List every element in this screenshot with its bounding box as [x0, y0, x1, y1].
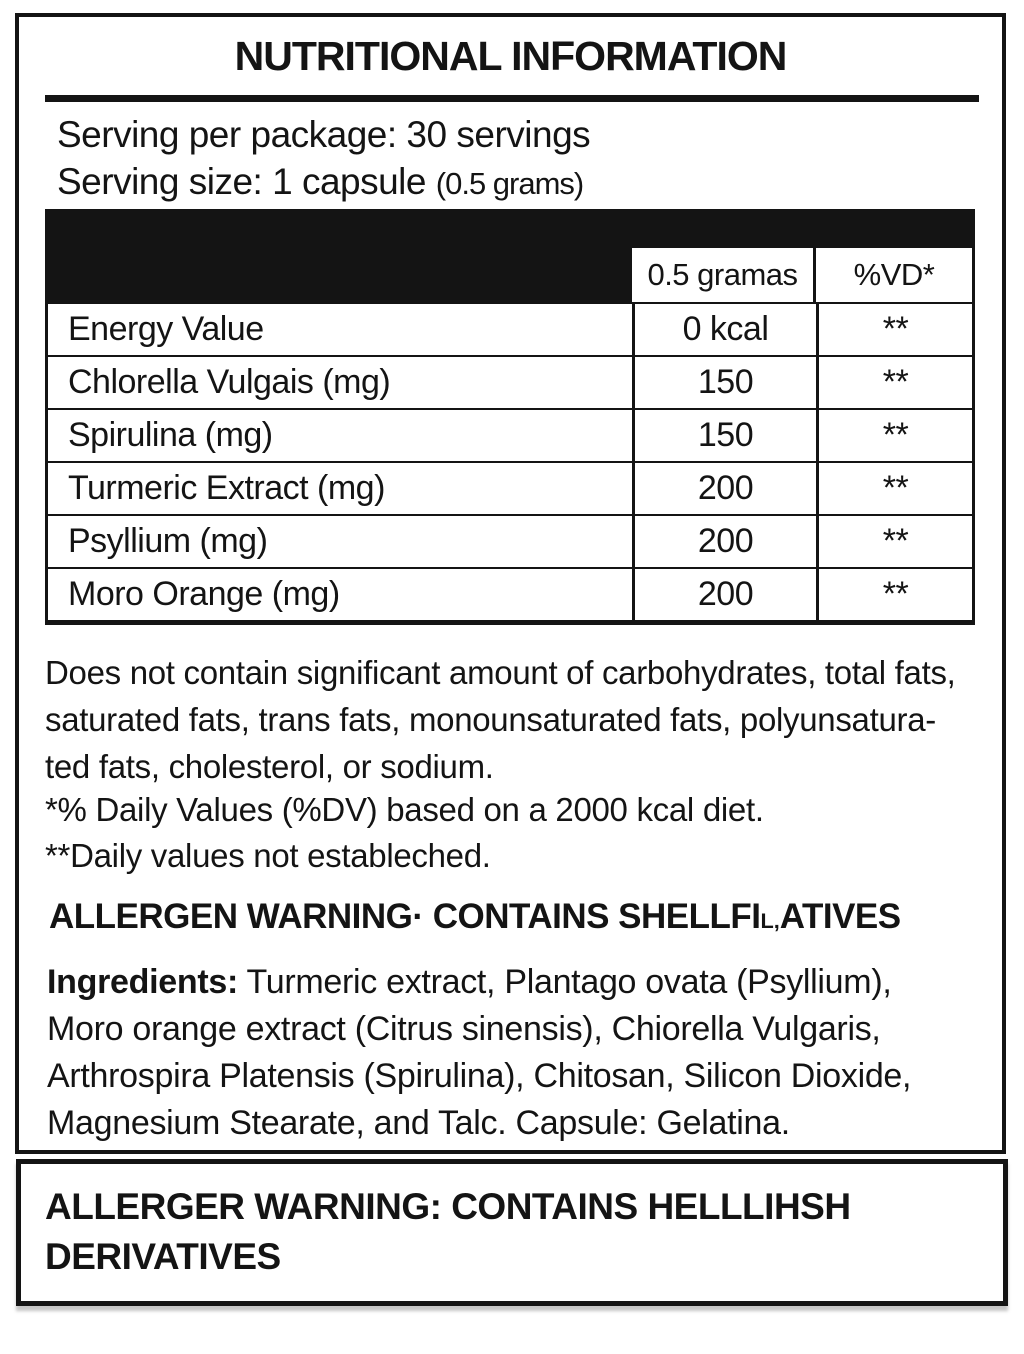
nutrient-amount: 150 [635, 410, 819, 461]
nutrition-panel [15, 13, 1006, 1154]
title-divider [45, 95, 979, 102]
ingredients-section [47, 959, 911, 1147]
bottom-allergen-warning [45, 1182, 1003, 1282]
serving-info [57, 111, 590, 207]
nutrition-table [45, 209, 975, 625]
bottom-allergen-panel [16, 1159, 1008, 1306]
nutrient-dv: ** [882, 310, 909, 348]
table-row [48, 567, 972, 620]
nutrient-dv: ** [882, 575, 909, 613]
note-line: saturated fats, trans fats, monounsaturated fats, polyunsatura- [45, 701, 936, 738]
nutrient-amount: 200 [635, 569, 819, 620]
note-line: ted fats, cholesterol, or sodium. [45, 748, 494, 785]
nutrient-amount: 200 [635, 463, 819, 514]
table-row [48, 355, 972, 408]
ingredients-label: Ingredients: [47, 963, 238, 1001]
table-row [48, 302, 972, 355]
ingredients-text: Turmeric extract, Plantago ovata (Psyllium), [237, 963, 892, 1001]
bottom-warning-line: ALLERGER WARNING: CONTAINS HELLLIHSH [45, 1186, 851, 1227]
ingredients-line: Magnesium Stearate, and Talc. Capsule: Gelatina. [47, 1104, 790, 1142]
daily-value-footnotes [45, 787, 764, 879]
table-header-band [48, 212, 972, 302]
footnote-line: *% Daily Values (%DV) based on a 2000 kcal diet. [45, 791, 764, 828]
nutrient-name: Psyllium (mg) [48, 516, 635, 567]
serving-size-detail: (0.5 grams) [435, 166, 584, 201]
nutrient-dv: ** [882, 469, 909, 507]
table-row [48, 461, 972, 514]
footnote-line: **Daily values not estableched. [45, 837, 491, 874]
nutrient-name: Energy Value [48, 304, 635, 355]
nutrient-name: Moro Orange (mg) [48, 569, 635, 620]
ingredients-line: Moro orange extract (Citrus sinensis), Chiorella Vulgaris, [47, 1010, 881, 1048]
nutrient-dv: ** [882, 522, 909, 560]
table-row [48, 408, 972, 461]
serving-size [57, 158, 590, 207]
no-significant-amounts-note [45, 649, 956, 790]
nutrient-dv: ** [882, 363, 909, 401]
column-header-amount: 0.5 gramas [632, 248, 813, 302]
bottom-warning-line: DERIVATIVES [45, 1236, 281, 1277]
ingredients-line: Arthrospira Platensis (Spirulina), Chitosan, Silicon Dioxide, [47, 1057, 912, 1095]
serving-per-package: Serving per package: 30 servings [57, 114, 591, 155]
table-row [48, 514, 972, 567]
nutrient-amount: 150 [635, 357, 819, 408]
ingredients-line [47, 959, 911, 1006]
column-header-dv: %VD* [816, 248, 972, 302]
nutrient-name: Chlorella Vulgais (mg) [48, 357, 635, 408]
nutrient-name: Spirulina (mg) [48, 410, 635, 461]
nutrient-amount: 0 kcal [635, 304, 819, 355]
nutrient-dv: ** [882, 416, 909, 454]
allergen-warning-heading [49, 897, 901, 937]
allergen-warning-text: ALLERGEN WARNING· CONTAINS SHELLFI [49, 897, 761, 936]
note-line: Does not contain significant amount of carbohydrates, total fats, [45, 654, 956, 691]
allergen-warning-glyph: L, [760, 908, 780, 933]
nutrient-amount: 200 [635, 516, 819, 567]
allergen-warning-text: ATIVES [779, 897, 901, 936]
page-title: NUTRITIONAL INFORMATION [234, 33, 787, 79]
serving-size-main: Serving size: 1 capsule [57, 161, 436, 202]
nutrient-name: Turmeric Extract (mg) [48, 463, 635, 514]
